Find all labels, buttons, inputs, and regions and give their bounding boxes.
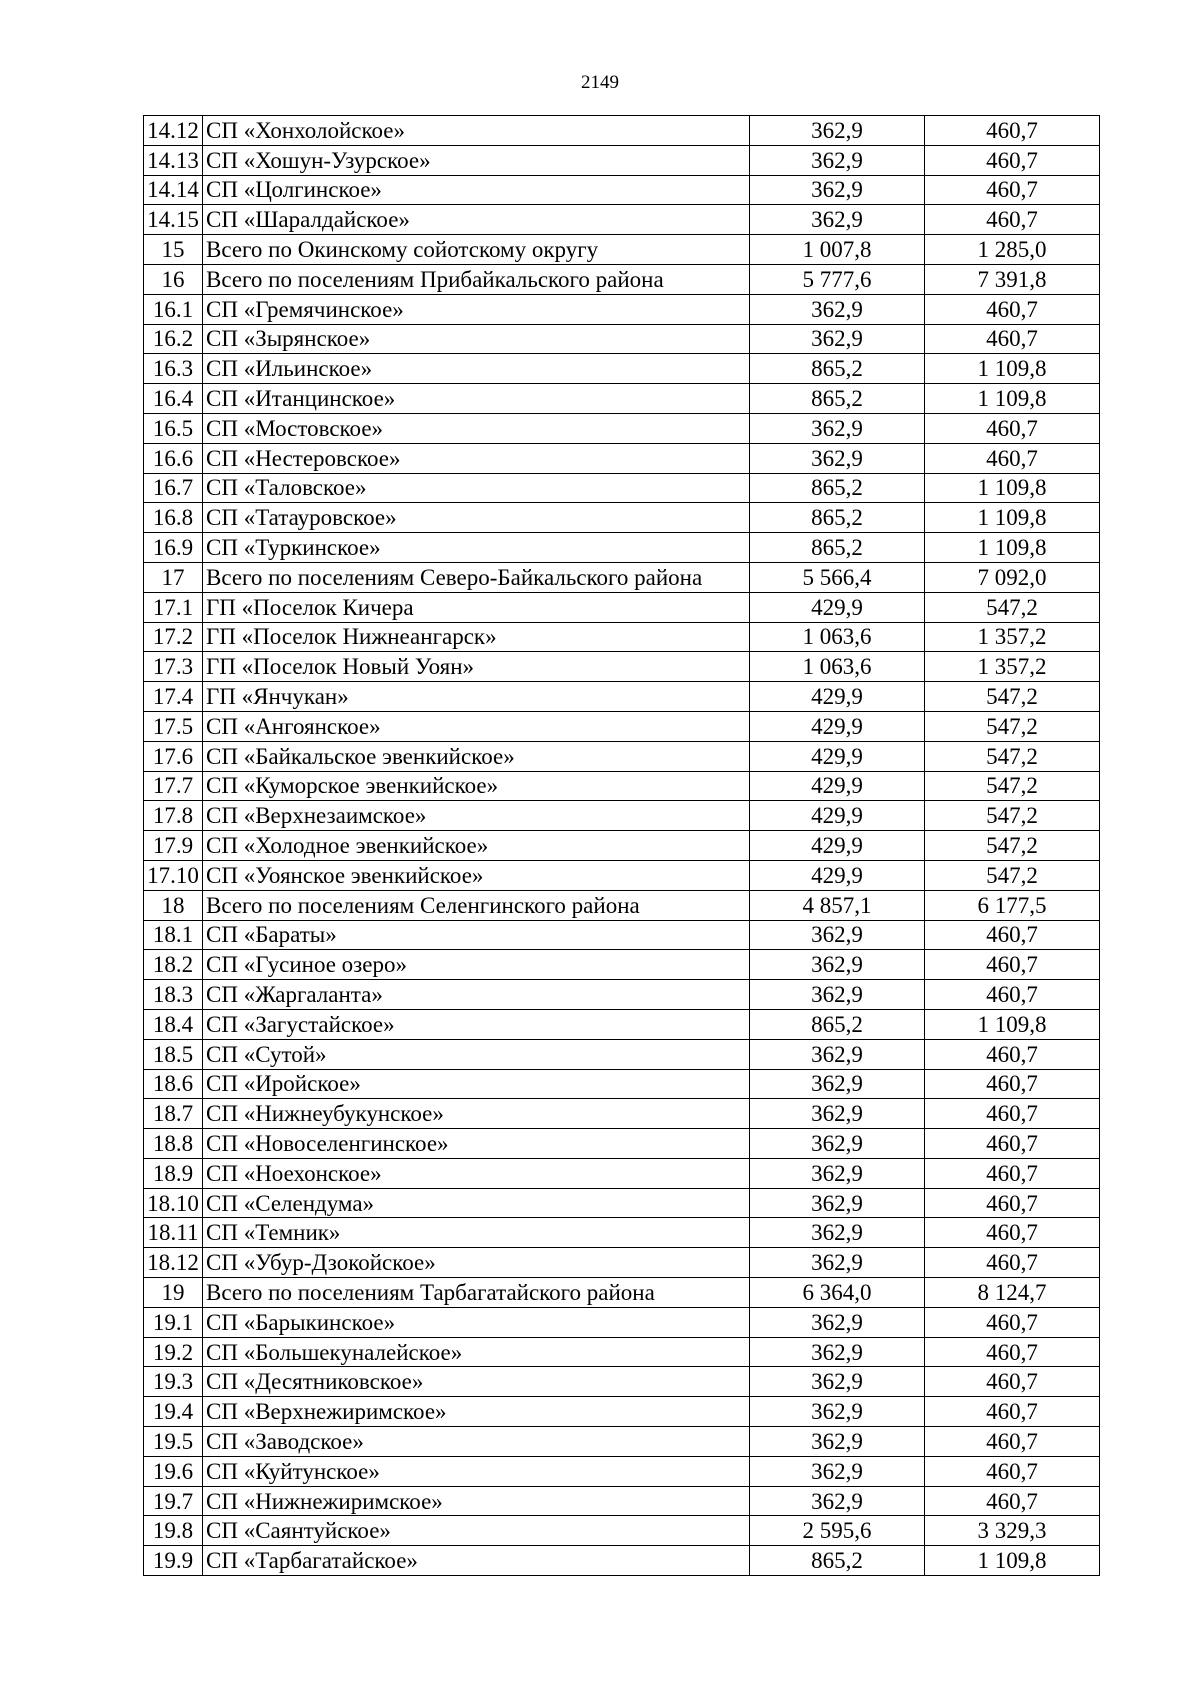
value-2-cell: 460,7 bbox=[925, 175, 1100, 205]
value-2-cell: 547,2 bbox=[925, 682, 1100, 712]
settlement-name-cell: СП «Селендума» bbox=[203, 1188, 750, 1218]
value-1-cell: 429,9 bbox=[750, 711, 925, 741]
value-1-cell: 362,9 bbox=[750, 1397, 925, 1427]
value-1-cell: 2 595,6 bbox=[750, 1516, 925, 1546]
settlement-name-cell: СП «Туркинское» bbox=[203, 533, 750, 563]
value-2-cell: 1 109,8 bbox=[925, 354, 1100, 384]
row-number-cell: 16.4 bbox=[144, 384, 203, 414]
value-2-cell: 547,2 bbox=[925, 711, 1100, 741]
settlement-name-cell: СП «Нестеровское» bbox=[203, 443, 750, 473]
table-row bbox=[144, 1456, 1100, 1486]
row-number-cell: 19.1 bbox=[144, 1307, 203, 1337]
row-number-cell: 17 bbox=[144, 562, 203, 592]
value-2-cell: 460,7 bbox=[925, 1069, 1100, 1099]
value-2-cell: 460,7 bbox=[925, 1337, 1100, 1367]
table-row bbox=[144, 1158, 1100, 1188]
table-row bbox=[144, 1099, 1100, 1129]
row-number-cell: 16.7 bbox=[144, 473, 203, 503]
value-2-cell: 3 329,3 bbox=[925, 1516, 1100, 1546]
row-number-cell: 18.6 bbox=[144, 1069, 203, 1099]
row-number-cell: 18.12 bbox=[144, 1248, 203, 1278]
settlement-name-cell: СП «Ильинское» bbox=[203, 354, 750, 384]
settlement-name-cell: Всего по поселениям Северо-Байкальского района bbox=[203, 562, 750, 592]
settlement-name-cell: СП «Верхнежиримское» bbox=[203, 1397, 750, 1427]
value-2-cell: 1 109,8 bbox=[925, 384, 1100, 414]
value-1-cell: 429,9 bbox=[750, 741, 925, 771]
table-row bbox=[144, 384, 1100, 414]
table-row bbox=[144, 831, 1100, 861]
value-1-cell: 429,9 bbox=[750, 592, 925, 622]
row-number-cell: 18.4 bbox=[144, 1009, 203, 1039]
value-2-cell: 460,7 bbox=[925, 920, 1100, 950]
table-row bbox=[144, 1278, 1100, 1308]
settlement-name-cell: СП «Куморское эвенкийское» bbox=[203, 771, 750, 801]
value-1-cell: 362,9 bbox=[750, 145, 925, 175]
settlement-name-cell: СП «Барыкинское» bbox=[203, 1307, 750, 1337]
table-row bbox=[144, 235, 1100, 265]
value-1-cell: 865,2 bbox=[750, 1546, 925, 1576]
settlement-name-cell: СП «Жаргаланта» bbox=[203, 980, 750, 1010]
row-number-cell: 18.2 bbox=[144, 950, 203, 980]
table-row bbox=[144, 1337, 1100, 1367]
value-2-cell: 547,2 bbox=[925, 860, 1100, 890]
row-number-cell: 16.6 bbox=[144, 443, 203, 473]
value-1-cell: 5 566,4 bbox=[750, 562, 925, 592]
row-number-cell: 16.5 bbox=[144, 413, 203, 443]
settlement-name-cell: СП «Ноехонское» bbox=[203, 1158, 750, 1188]
settlement-name-cell: СП «Верхнезаимское» bbox=[203, 801, 750, 831]
value-2-cell: 460,7 bbox=[925, 1307, 1100, 1337]
settlement-name-cell: СП «Убур-Дзокойское» bbox=[203, 1248, 750, 1278]
row-number-cell: 19.8 bbox=[144, 1516, 203, 1546]
value-1-cell: 362,9 bbox=[750, 1427, 925, 1457]
value-2-cell: 460,7 bbox=[925, 1248, 1100, 1278]
value-2-cell: 460,7 bbox=[925, 1129, 1100, 1159]
settlement-name-cell: ГП «Янчукан» bbox=[203, 682, 750, 712]
settlement-name-cell: СП «Цолгинское» bbox=[203, 175, 750, 205]
settlement-name-cell: СП «Заводское» bbox=[203, 1427, 750, 1457]
row-number-cell: 18.1 bbox=[144, 920, 203, 950]
table-row bbox=[144, 652, 1100, 682]
settlement-name-cell: СП «Саянтуйское» bbox=[203, 1516, 750, 1546]
table-row bbox=[144, 1248, 1100, 1278]
settlement-name-cell: СП «Гусиное озеро» bbox=[203, 950, 750, 980]
value-2-cell: 460,7 bbox=[925, 145, 1100, 175]
settlement-name-cell: Всего по поселениям Селенгинского района bbox=[203, 890, 750, 920]
value-2-cell: 460,7 bbox=[925, 950, 1100, 980]
table-row bbox=[144, 1307, 1100, 1337]
value-2-cell: 547,2 bbox=[925, 741, 1100, 771]
value-2-cell: 8 124,7 bbox=[925, 1278, 1100, 1308]
settlement-name-cell: СП «Новоселенгинское» bbox=[203, 1129, 750, 1159]
value-1-cell: 1 007,8 bbox=[750, 235, 925, 265]
row-number-cell: 17.2 bbox=[144, 622, 203, 652]
value-2-cell: 460,7 bbox=[925, 443, 1100, 473]
row-number-cell: 17.4 bbox=[144, 682, 203, 712]
settlement-name-cell: Всего по поселениям Прибайкальского района bbox=[203, 264, 750, 294]
value-1-cell: 362,9 bbox=[750, 1158, 925, 1188]
table-row bbox=[144, 205, 1100, 235]
settlement-name-cell: СП «Сутой» bbox=[203, 1039, 750, 1069]
settlement-name-cell: СП «Зырянское» bbox=[203, 324, 750, 354]
budget-table bbox=[143, 115, 1100, 1576]
value-2-cell: 1 357,2 bbox=[925, 652, 1100, 682]
table-row bbox=[144, 860, 1100, 890]
value-1-cell: 362,9 bbox=[750, 294, 925, 324]
value-2-cell: 460,7 bbox=[925, 324, 1100, 354]
row-number-cell: 16.2 bbox=[144, 324, 203, 354]
settlement-name-cell: СП «Куйтунское» bbox=[203, 1456, 750, 1486]
value-2-cell: 460,7 bbox=[925, 1158, 1100, 1188]
table-row bbox=[144, 801, 1100, 831]
value-1-cell: 362,9 bbox=[750, 980, 925, 1010]
value-1-cell: 865,2 bbox=[750, 533, 925, 563]
value-2-cell: 460,7 bbox=[925, 116, 1100, 146]
value-2-cell: 1 109,8 bbox=[925, 473, 1100, 503]
table-row bbox=[144, 1516, 1100, 1546]
value-1-cell: 4 857,1 bbox=[750, 890, 925, 920]
value-1-cell: 429,9 bbox=[750, 860, 925, 890]
value-1-cell: 429,9 bbox=[750, 771, 925, 801]
table-row bbox=[144, 1427, 1100, 1457]
row-number-cell: 14.13 bbox=[144, 145, 203, 175]
value-2-cell: 460,7 bbox=[925, 1486, 1100, 1516]
value-2-cell: 460,7 bbox=[925, 1397, 1100, 1427]
value-2-cell: 547,2 bbox=[925, 801, 1100, 831]
value-1-cell: 362,9 bbox=[750, 413, 925, 443]
row-number-cell: 19.9 bbox=[144, 1546, 203, 1576]
row-number-cell: 18.3 bbox=[144, 980, 203, 1010]
table-row bbox=[144, 116, 1100, 146]
table-row bbox=[144, 1129, 1100, 1159]
row-number-cell: 16.1 bbox=[144, 294, 203, 324]
value-1-cell: 1 063,6 bbox=[750, 652, 925, 682]
settlement-name-cell: СП «Уоянское эвенкийское» bbox=[203, 860, 750, 890]
value-1-cell: 362,9 bbox=[750, 1039, 925, 1069]
value-2-cell: 1 109,8 bbox=[925, 533, 1100, 563]
table-row bbox=[144, 324, 1100, 354]
value-2-cell: 1 109,8 bbox=[925, 503, 1100, 533]
row-number-cell: 18.8 bbox=[144, 1129, 203, 1159]
value-2-cell: 460,7 bbox=[925, 1427, 1100, 1457]
row-number-cell: 17.7 bbox=[144, 771, 203, 801]
table-row bbox=[144, 980, 1100, 1010]
row-number-cell: 19.5 bbox=[144, 1427, 203, 1457]
settlement-name-cell: СП «Байкальское эвенкийское» bbox=[203, 741, 750, 771]
value-2-cell: 460,7 bbox=[925, 1039, 1100, 1069]
settlement-name-cell: СП «Темник» bbox=[203, 1218, 750, 1248]
value-2-cell: 1 109,8 bbox=[925, 1009, 1100, 1039]
row-number-cell: 14.14 bbox=[144, 175, 203, 205]
settlement-name-cell: ГП «Поселок Новый Уоян» bbox=[203, 652, 750, 682]
row-number-cell: 17.3 bbox=[144, 652, 203, 682]
value-2-cell: 460,7 bbox=[925, 413, 1100, 443]
value-1-cell: 865,2 bbox=[750, 1009, 925, 1039]
table-row bbox=[144, 950, 1100, 980]
row-number-cell: 18.7 bbox=[144, 1099, 203, 1129]
table-row bbox=[144, 175, 1100, 205]
value-1-cell: 362,9 bbox=[750, 1456, 925, 1486]
table-row bbox=[144, 1397, 1100, 1427]
value-1-cell: 429,9 bbox=[750, 831, 925, 861]
row-number-cell: 19 bbox=[144, 1278, 203, 1308]
table-row bbox=[144, 682, 1100, 712]
table-row bbox=[144, 264, 1100, 294]
settlement-name-cell: СП «Большекуналейское» bbox=[203, 1337, 750, 1367]
table-row bbox=[144, 771, 1100, 801]
value-2-cell: 460,7 bbox=[925, 980, 1100, 1010]
value-2-cell: 547,2 bbox=[925, 771, 1100, 801]
row-number-cell: 14.12 bbox=[144, 116, 203, 146]
value-1-cell: 362,9 bbox=[750, 175, 925, 205]
value-2-cell: 1 285,0 bbox=[925, 235, 1100, 265]
value-1-cell: 6 364,0 bbox=[750, 1278, 925, 1308]
row-number-cell: 18 bbox=[144, 890, 203, 920]
value-2-cell: 460,7 bbox=[925, 205, 1100, 235]
value-1-cell: 1 063,6 bbox=[750, 622, 925, 652]
row-number-cell: 18.5 bbox=[144, 1039, 203, 1069]
settlement-name-cell: СП «Шаралдайское» bbox=[203, 205, 750, 235]
value-2-cell: 460,7 bbox=[925, 1456, 1100, 1486]
value-1-cell: 865,2 bbox=[750, 503, 925, 533]
value-1-cell: 362,9 bbox=[750, 116, 925, 146]
settlement-name-cell: СП «Таловское» bbox=[203, 473, 750, 503]
value-1-cell: 429,9 bbox=[750, 801, 925, 831]
value-2-cell: 1 109,8 bbox=[925, 1546, 1100, 1576]
row-number-cell: 17.9 bbox=[144, 831, 203, 861]
value-2-cell: 460,7 bbox=[925, 1188, 1100, 1218]
value-2-cell: 7 391,8 bbox=[925, 264, 1100, 294]
value-2-cell: 1 357,2 bbox=[925, 622, 1100, 652]
table-row bbox=[144, 294, 1100, 324]
value-2-cell: 547,2 bbox=[925, 592, 1100, 622]
settlement-name-cell: СП «Хонхолойское» bbox=[203, 116, 750, 146]
row-number-cell: 17.10 bbox=[144, 860, 203, 890]
row-number-cell: 16.3 bbox=[144, 354, 203, 384]
row-number-cell: 19.2 bbox=[144, 1337, 203, 1367]
settlement-name-cell: СП «Татауровское» bbox=[203, 503, 750, 533]
value-2-cell: 460,7 bbox=[925, 1099, 1100, 1129]
row-number-cell: 17.5 bbox=[144, 711, 203, 741]
value-1-cell: 865,2 bbox=[750, 473, 925, 503]
table-row bbox=[144, 443, 1100, 473]
value-2-cell: 460,7 bbox=[925, 294, 1100, 324]
value-1-cell: 362,9 bbox=[750, 443, 925, 473]
row-number-cell: 17.8 bbox=[144, 801, 203, 831]
row-number-cell: 16.9 bbox=[144, 533, 203, 563]
table-body bbox=[144, 116, 1100, 1576]
table-row bbox=[144, 711, 1100, 741]
settlement-name-cell: ГП «Поселок Кичера bbox=[203, 592, 750, 622]
settlement-name-cell: СП «Итанцинское» bbox=[203, 384, 750, 414]
value-2-cell: 460,7 bbox=[925, 1367, 1100, 1397]
value-1-cell: 362,9 bbox=[750, 1099, 925, 1129]
settlement-name-cell: ГП «Поселок Нижнеангарск» bbox=[203, 622, 750, 652]
table-row bbox=[144, 1009, 1100, 1039]
settlement-name-cell: СП «Бараты» bbox=[203, 920, 750, 950]
value-1-cell: 362,9 bbox=[750, 1218, 925, 1248]
row-number-cell: 18.9 bbox=[144, 1158, 203, 1188]
row-number-cell: 17.1 bbox=[144, 592, 203, 622]
value-1-cell: 362,9 bbox=[750, 920, 925, 950]
row-number-cell: 16.8 bbox=[144, 503, 203, 533]
page-number: 2149 bbox=[581, 72, 619, 93]
table-row bbox=[144, 1486, 1100, 1516]
table-row bbox=[144, 622, 1100, 652]
row-number-cell: 16 bbox=[144, 264, 203, 294]
settlement-name-cell: СП «Мостовское» bbox=[203, 413, 750, 443]
table-row bbox=[144, 1218, 1100, 1248]
value-1-cell: 5 777,6 bbox=[750, 264, 925, 294]
value-1-cell: 362,9 bbox=[750, 1307, 925, 1337]
table-row bbox=[144, 413, 1100, 443]
table-row bbox=[144, 1039, 1100, 1069]
value-2-cell: 547,2 bbox=[925, 831, 1100, 861]
table-row bbox=[144, 592, 1100, 622]
table-row bbox=[144, 1367, 1100, 1397]
value-1-cell: 429,9 bbox=[750, 682, 925, 712]
settlement-name-cell: СП «Десятниковское» bbox=[203, 1367, 750, 1397]
value-1-cell: 362,9 bbox=[750, 1188, 925, 1218]
row-number-cell: 19.6 bbox=[144, 1456, 203, 1486]
table-row bbox=[144, 1069, 1100, 1099]
value-1-cell: 362,9 bbox=[750, 1337, 925, 1367]
table-row bbox=[144, 145, 1100, 175]
settlement-name-cell: СП «Иройское» bbox=[203, 1069, 750, 1099]
table-row bbox=[144, 473, 1100, 503]
value-1-cell: 362,9 bbox=[750, 205, 925, 235]
table-row bbox=[144, 503, 1100, 533]
value-1-cell: 362,9 bbox=[750, 1248, 925, 1278]
value-1-cell: 865,2 bbox=[750, 384, 925, 414]
value-1-cell: 362,9 bbox=[750, 1486, 925, 1516]
settlement-name-cell: СП «Гремячинское» bbox=[203, 294, 750, 324]
value-2-cell: 7 092,0 bbox=[925, 562, 1100, 592]
value-2-cell: 460,7 bbox=[925, 1218, 1100, 1248]
settlement-name-cell: СП «Хошун-Узурское» bbox=[203, 145, 750, 175]
table-row bbox=[144, 354, 1100, 384]
value-1-cell: 362,9 bbox=[750, 1129, 925, 1159]
settlement-name-cell: Всего по поселениям Тарбагатайского района bbox=[203, 1278, 750, 1308]
table-row bbox=[144, 920, 1100, 950]
row-number-cell: 15 bbox=[144, 235, 203, 265]
row-number-cell: 18.10 bbox=[144, 1188, 203, 1218]
table-row bbox=[144, 890, 1100, 920]
row-number-cell: 14.15 bbox=[144, 205, 203, 235]
table-row bbox=[144, 533, 1100, 563]
row-number-cell: 19.4 bbox=[144, 1397, 203, 1427]
row-number-cell: 17.6 bbox=[144, 741, 203, 771]
settlement-name-cell: СП «Холодное эвенкийское» bbox=[203, 831, 750, 861]
settlement-name-cell: СП «Ангоянское» bbox=[203, 711, 750, 741]
settlement-name-cell: СП «Загустайское» bbox=[203, 1009, 750, 1039]
value-1-cell: 362,9 bbox=[750, 950, 925, 980]
settlement-name-cell: СП «Нижнеубукунское» bbox=[203, 1099, 750, 1129]
value-1-cell: 362,9 bbox=[750, 1367, 925, 1397]
row-number-cell: 19.7 bbox=[144, 1486, 203, 1516]
settlement-name-cell: СП «Нижнежиримское» bbox=[203, 1486, 750, 1516]
table-row bbox=[144, 741, 1100, 771]
table-row bbox=[144, 562, 1100, 592]
settlement-name-cell: СП «Тарбагатайское» bbox=[203, 1546, 750, 1576]
value-1-cell: 362,9 bbox=[750, 324, 925, 354]
settlement-name-cell: Всего по Окинскому сойотскому округу bbox=[203, 235, 750, 265]
value-1-cell: 362,9 bbox=[750, 1069, 925, 1099]
table-row bbox=[144, 1546, 1100, 1576]
table-row bbox=[144, 1188, 1100, 1218]
row-number-cell: 19.3 bbox=[144, 1367, 203, 1397]
value-1-cell: 865,2 bbox=[750, 354, 925, 384]
row-number-cell: 18.11 bbox=[144, 1218, 203, 1248]
value-2-cell: 6 177,5 bbox=[925, 890, 1100, 920]
